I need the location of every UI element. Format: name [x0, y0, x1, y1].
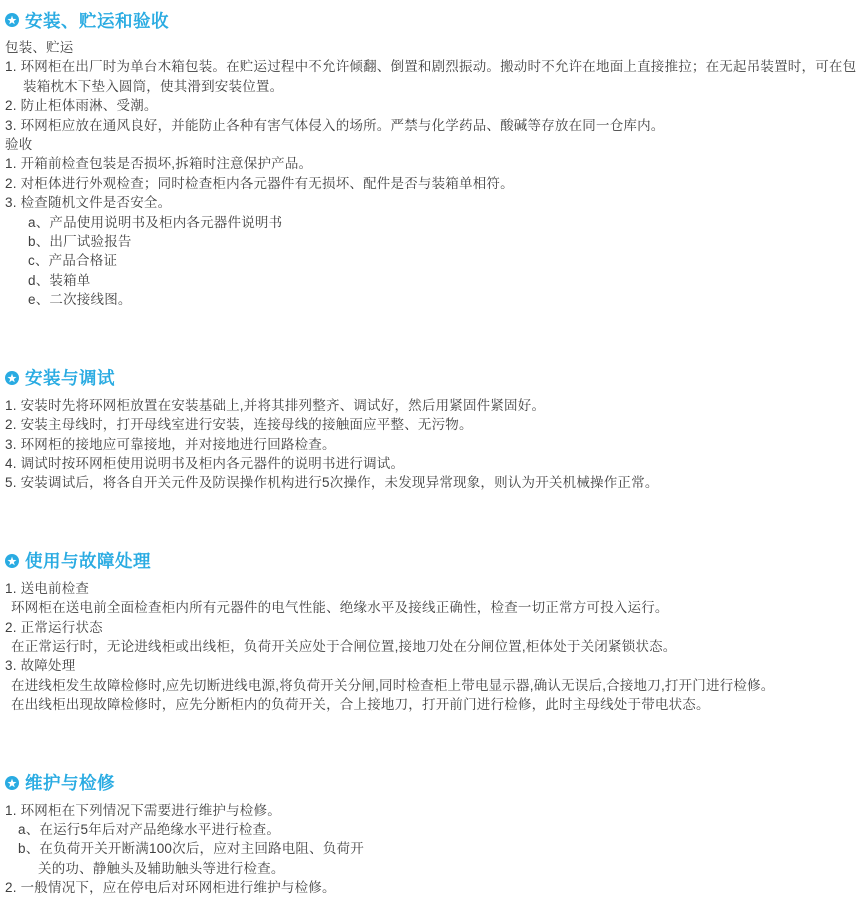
- doc-line: 3. 故障处理: [5, 658, 76, 674]
- doc-line: 4. 调试时按环网柜使用说明书及柜内各元器件的说明书进行调试。: [5, 455, 405, 471]
- doc-line: 1. 环网柜在下列情况下需要进行维护与检修。: [5, 802, 281, 818]
- section-header: [5, 771, 863, 795]
- section-header: [5, 8, 863, 32]
- section-title: 使用与故障处理: [25, 551, 151, 572]
- doc-line: 5. 安装调试后，将各自开关元件及防误操作机构进行5次操作，未发现异常现象，则认为开关机械操作正常。: [5, 475, 659, 491]
- star-badge-icon: [5, 371, 19, 385]
- doc-line: 2. 一般情况下，应在停电后对环网柜进行维护与检修。: [5, 880, 336, 896]
- doc-line: 在进线柜发生故障检修时,应先切断进线电源,将负荷开关分闸,同时检查柜上带电显示器,确认无误后,合接地刀,打开门进行检修。: [11, 677, 775, 693]
- doc-line: 3. 环网柜应放在通风良好，并能防止各种有害气体侵入的场所。严禁与化学药品、酸碱等存放在同一仓库内。: [5, 117, 665, 133]
- doc-line: 1. 安装时先将环网柜放置在安装基础上,并将其排列整齐、调试好，然后用紧固件紧固好。: [5, 397, 546, 413]
- doc-line: 包装、贮运: [5, 40, 74, 55]
- doc-line: b、在负荷开关开断满100次后，应对主回路电阻、负荷开: [18, 841, 364, 857]
- doc-line: 2. 对柜体进行外观检查；同时检查柜内各元器件有无损坏、配件是否与装箱单相符。: [5, 175, 514, 191]
- doc-line: d、装箱单: [28, 272, 91, 288]
- section-header: [5, 549, 863, 573]
- section-lines: [5, 38, 863, 310]
- doc-line: a、在运行5年后对产品绝缘水平进行检查。: [18, 821, 281, 837]
- doc-line: e、二次接线图。: [28, 292, 132, 308]
- doc-line: 在出线柜出现故障检修时，应先分断柜内的负荷开关，合上接地刀，打开前门进行检修，此时主母线处于带电状态。: [11, 697, 710, 713]
- section: [5, 366, 863, 493]
- doc-line: 1. 送电前检查: [5, 580, 90, 596]
- section-lines: [5, 801, 863, 898]
- section: [5, 771, 863, 898]
- doc-line: 在正常运行时，无论进线柜或出线柜，负荷开关应处于合闸位置,接地刀处在分闸位置,柜体处于关闭紧锁状态。: [11, 638, 677, 654]
- section-lines: [5, 579, 863, 715]
- doc-line: 1. 开箱前检查包装是否损坏,拆箱时注意保护产品。: [5, 156, 313, 172]
- section: [5, 549, 863, 715]
- doc-line: 1. 环网柜在出厂时为单台木箱包装。在贮运过程中不允许倾翻、倒置和剧烈振动。搬动时不允许在地面上直接推拉；在无起吊装置时，可在包: [5, 59, 857, 75]
- doc-line: 2. 正常运行状态: [5, 619, 103, 635]
- section-header: [5, 366, 863, 390]
- star-badge-icon: [5, 554, 19, 568]
- doc-line: 验收: [5, 137, 33, 153]
- doc-line: 2. 安装主母线时，打开母线室进行安装，连接母线的接触面应平整、无污物。: [5, 417, 473, 433]
- section-title: 安装、贮运和验收: [25, 10, 169, 31]
- star-badge-icon: [5, 776, 19, 790]
- doc-line: a、产品使用说明书及柜内各元器件说明书: [28, 214, 283, 230]
- section-title: 安装与调试: [25, 368, 115, 389]
- star-badge-icon: [5, 13, 19, 27]
- section-lines: [5, 396, 863, 493]
- doc-line: 3. 检查随机文件是否安全。: [5, 195, 172, 211]
- doc-line: 装箱枕木下垫入圆筒，使其滑到安装位置。: [23, 78, 284, 94]
- doc-line: b、出厂试验报告: [28, 234, 132, 250]
- section-title: 维护与检修: [25, 773, 115, 794]
- doc-line: c、产品合格证: [28, 253, 118, 269]
- doc-line: 3. 环网柜的接地应可靠接地，并对接地进行回路检查。: [5, 436, 336, 452]
- section: [5, 8, 863, 310]
- doc-line: 环网柜在送电前全面检查柜内所有元器件的电气性能、绝缘水平及接线正确性，检查一切正常方可投入运行。: [11, 600, 669, 616]
- doc-line: 关的功、静触头及辅助触头等进行检查。: [38, 860, 285, 876]
- doc-line: 2. 防止柜体雨淋、受潮。: [5, 98, 158, 114]
